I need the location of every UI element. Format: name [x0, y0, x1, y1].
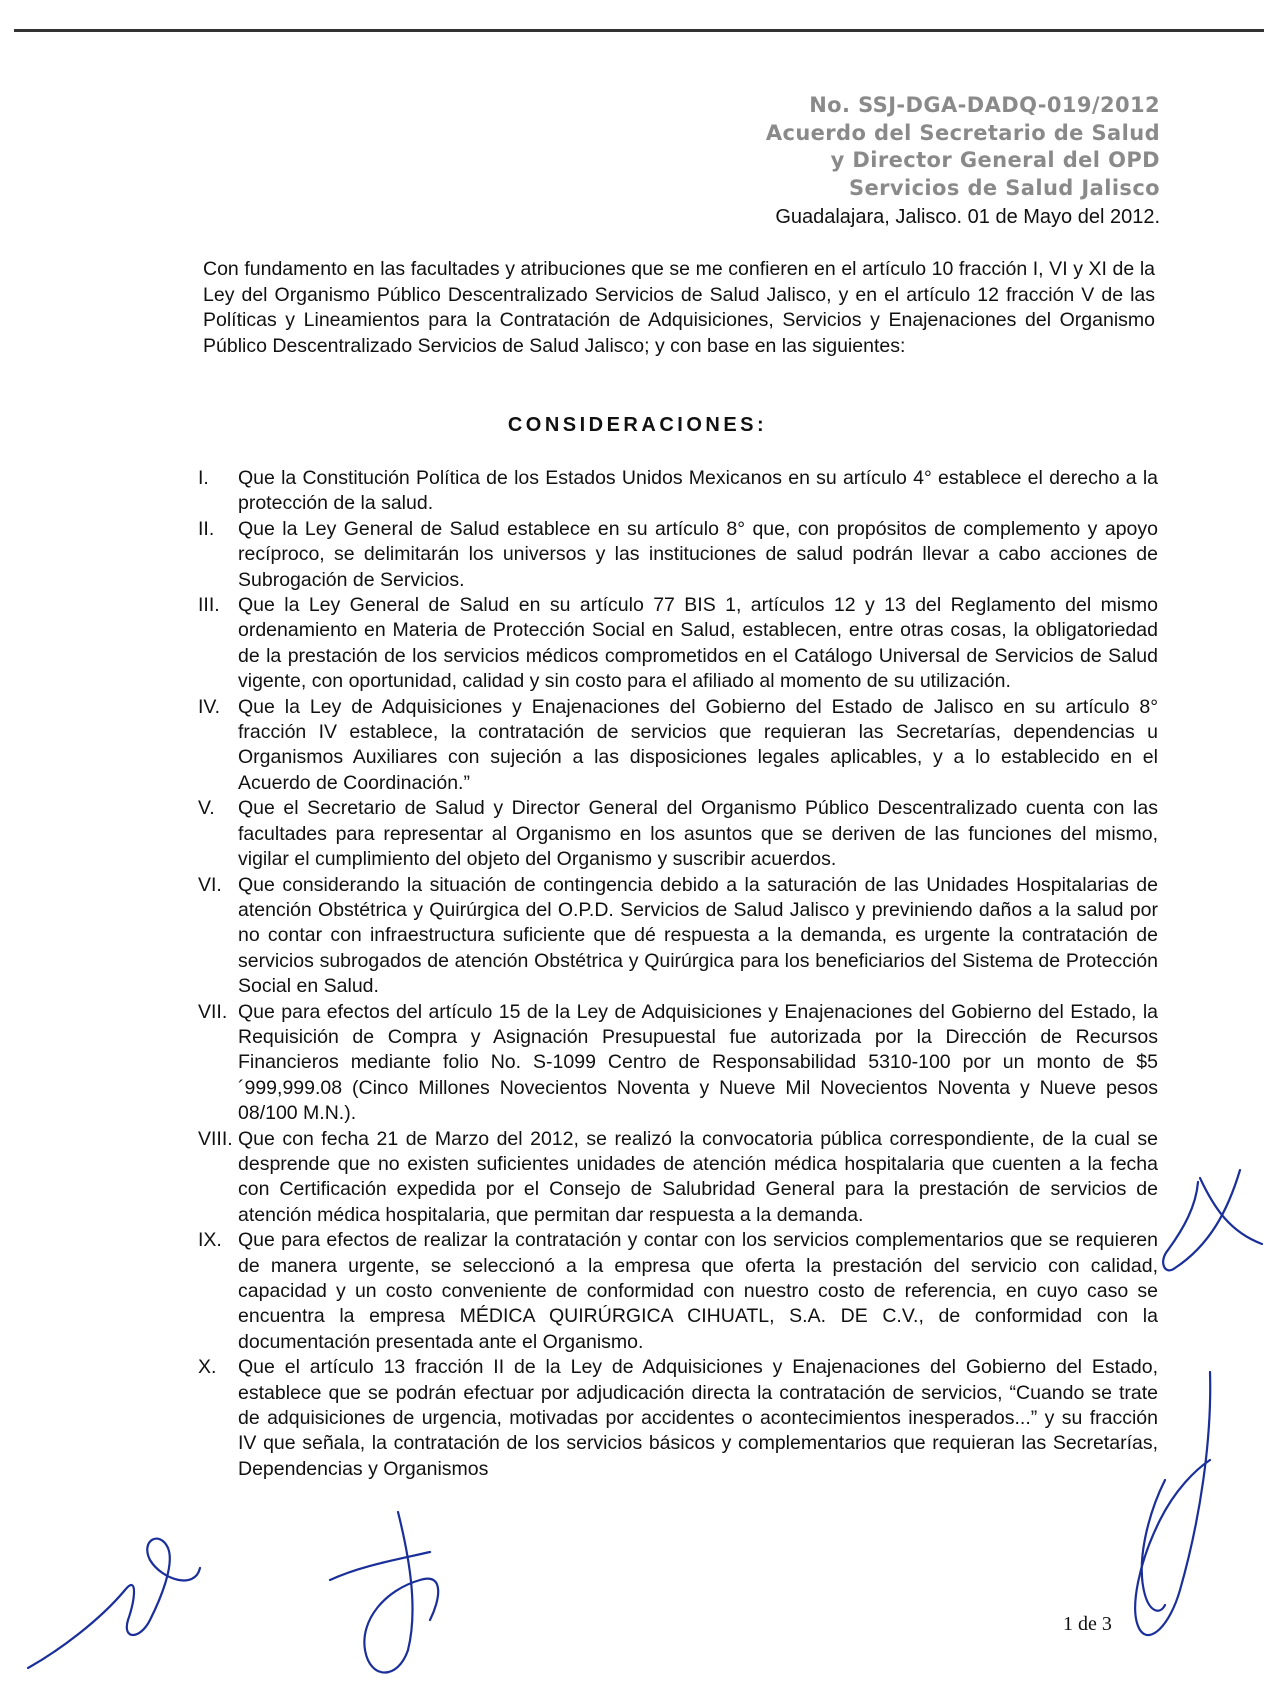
top-rule — [14, 29, 1264, 32]
considerations-list — [198, 466, 1158, 1482]
item-text: Que considerando la situación de contingencia debido a la saturación de las Unidades Hospitalarias de atención Obstétrica y Quirúrgica del O.P.D. Servicios de Salud Jalisco y previniendo daños a la salud por no contar con infraestructura suficiente que dé respuesta a la demanda, es urgente la contratación de servicios subrogados de atención Obstétrica y Quirúrgica para los beneficiarios del Sistema de Protección Social en Salud. — [238, 873, 1158, 998]
signature-right-top — [1163, 1170, 1240, 1270]
item-text: Que con fecha 21 de Marzo del 2012, se realizó la convocatoria pública correspondiente, de la cual se desprende que no existen suficientes unidades de atención médica hospitalaria que cuenten a la fecha con Certificación expedida por el Consejo de Salubridad General para la prestación de servicios de atención médica hospitalaria, que permitan dar respuesta a la demanda. — [238, 1127, 1158, 1226]
item-text: Que la Constitución Política de los Estados Unidos Mexicanos en su artículo 4° establece el derecho a la protección de la salud. — [238, 467, 1158, 515]
item-text: Que la Ley de Adquisiciones y Enajenaciones del Gobierno del Estado de Jalisco en su artículo 8° fracción IV establece, la contratación de servicios que requieran las Secretarías, dependencias u Organismos Auxiliares con sujeción a las disposiciones legales aplicables, y a lo establecido en el Acuerdo de Coordinación.” — [238, 695, 1158, 794]
document-date: Guadalajara, Jalisco. 01 de Mayo del 2012. — [775, 206, 1160, 228]
item-text: Que para efectos del artículo 15 de la Ley de Adquisiciones y Enajenaciones del Gobierno del Estado, la Requisición de Compra y Asignación Presupuestal fue autorizada por la Dirección de Recursos Financieros mediante folio No. S-1099 Centro de Responsabilidad 5310-100 por un monto de $5´999,999.08 (Cinco Millones Novecientos Noventa y Nueve Mil Novecientos Noventa y Nueve pesos 08/100 M.N.). — [238, 1000, 1158, 1125]
consideration-item — [198, 1228, 1158, 1355]
signature-center — [364, 1512, 438, 1673]
consideration-item — [198, 593, 1158, 695]
consideration-item — [198, 1000, 1158, 1127]
consideration-item — [198, 517, 1158, 593]
consideration-item — [198, 796, 1158, 872]
consideration-item — [198, 466, 1158, 517]
consideration-item — [198, 873, 1158, 1000]
document-header — [766, 92, 1160, 230]
item-number: II. — [198, 517, 215, 540]
item-number: VII. — [198, 1000, 228, 1023]
item-number: I. — [198, 467, 209, 489]
item-number: III. — [198, 594, 220, 617]
consideration-item — [198, 695, 1158, 797]
item-text: Que para efectos de realizar la contratación y contar con los servicios complementarios que se requieren de manera urgente, se seleccionó a la empresa que oferta la prestación del servicio con calidad, capacidad y un costo conveniente de conformidad con nuestro costo de referencia, en cuyo caso se encuentra la empresa MÉDICA QUIRÚRGICA CIHUATL, S.A. DE C.V., de conformidad con la documentación presentada ante el Organismo. — [238, 1229, 1158, 1353]
header-title-line-1: Acuerdo del Secretario de Salud — [765, 120, 1160, 145]
page-number: 1 de 3 — [1063, 1613, 1112, 1635]
signature-center-stroke — [330, 1552, 430, 1580]
item-text: Que la Ley General de Salud en su artículo 77 BIS 1, artículos 12 y 13 del Reglamento del mismo ordenamiento en Materia de Protección Social en Salud, establecen, entre otras cosas, la obligatoriedad de la prestación de los servicios médicos comprometidos en el Catálogo Universal de Servicios de Salud vigente, con oportunidad, calidad y sin costo para el afiliado al momento de su utilización. — [238, 594, 1158, 693]
consideration-item — [198, 1355, 1158, 1482]
signature-right-top-stroke — [1200, 1178, 1262, 1244]
item-number: V. — [198, 797, 215, 820]
consideration-item — [198, 1127, 1158, 1229]
item-number: IX. — [198, 1229, 222, 1252]
signature-right-loop — [1142, 1480, 1165, 1611]
item-text: Que el Secretario de Salud y Director General del Organismo Público Descentralizado cuenta con las facultades para representar al Organismo en los asuntos que se deriven de las funciones del mismo, vigilar el cumplimiento del objeto del Organismo y suscribir acuerdos. — [238, 797, 1158, 871]
considerations-heading: CONSIDERACIONES: — [507, 414, 768, 436]
item-number: VI. — [198, 873, 222, 896]
item-number: X. — [198, 1356, 217, 1379]
item-number: VIII. — [198, 1127, 233, 1150]
intro-paragraph: Con fundamento en las facultades y atribuciones que se me confieren en el artículo 10 fracción I, VI y XI de la Ley del Organismo Público Descentralizado Servicios de Salud Jalisco, y en el artículo 12 fracción V de las Políticas y Lineamientos para la Contratación de Adquisiciones, Servicios y Enajenaciones del Organismo Público Descentralizado Servicios de Salud Jalisco; y con base en las siguientes: — [203, 258, 1155, 357]
document-number: No. SSJ-DGA-DADQ-019/2012 — [809, 93, 1160, 117]
header-title-line-3: Servicios de Salud Jalisco — [848, 175, 1160, 200]
item-number: IV. — [198, 695, 221, 718]
item-text: Que la Ley General de Salud establece en su artículo 8° que, con propósitos de complemento y apoyo recíproco, se delimitarán los universos y las instituciones de salud podrán llevar a cabo acciones de Subrogación de Servicios. — [238, 517, 1158, 591]
item-text: Que el artículo 13 fracción II de la Ley de Adquisiciones y Enajenaciones del Gobierno del Estado, establece que se podrán efectuar por adjudicación directa la contratación de servicios, “Cuando se trate de adquisiciones de urgencia, motivadas por accidentes o acontecimientos inesperados...” y su fracción IV que señala, la contratación de los servicios básicos y complementarios que requieran las Secretarías, Dependencias y Organismos — [238, 1356, 1158, 1480]
signature-left — [28, 1539, 200, 1668]
header-title-line-2: y Director General del OPD — [830, 148, 1160, 172]
